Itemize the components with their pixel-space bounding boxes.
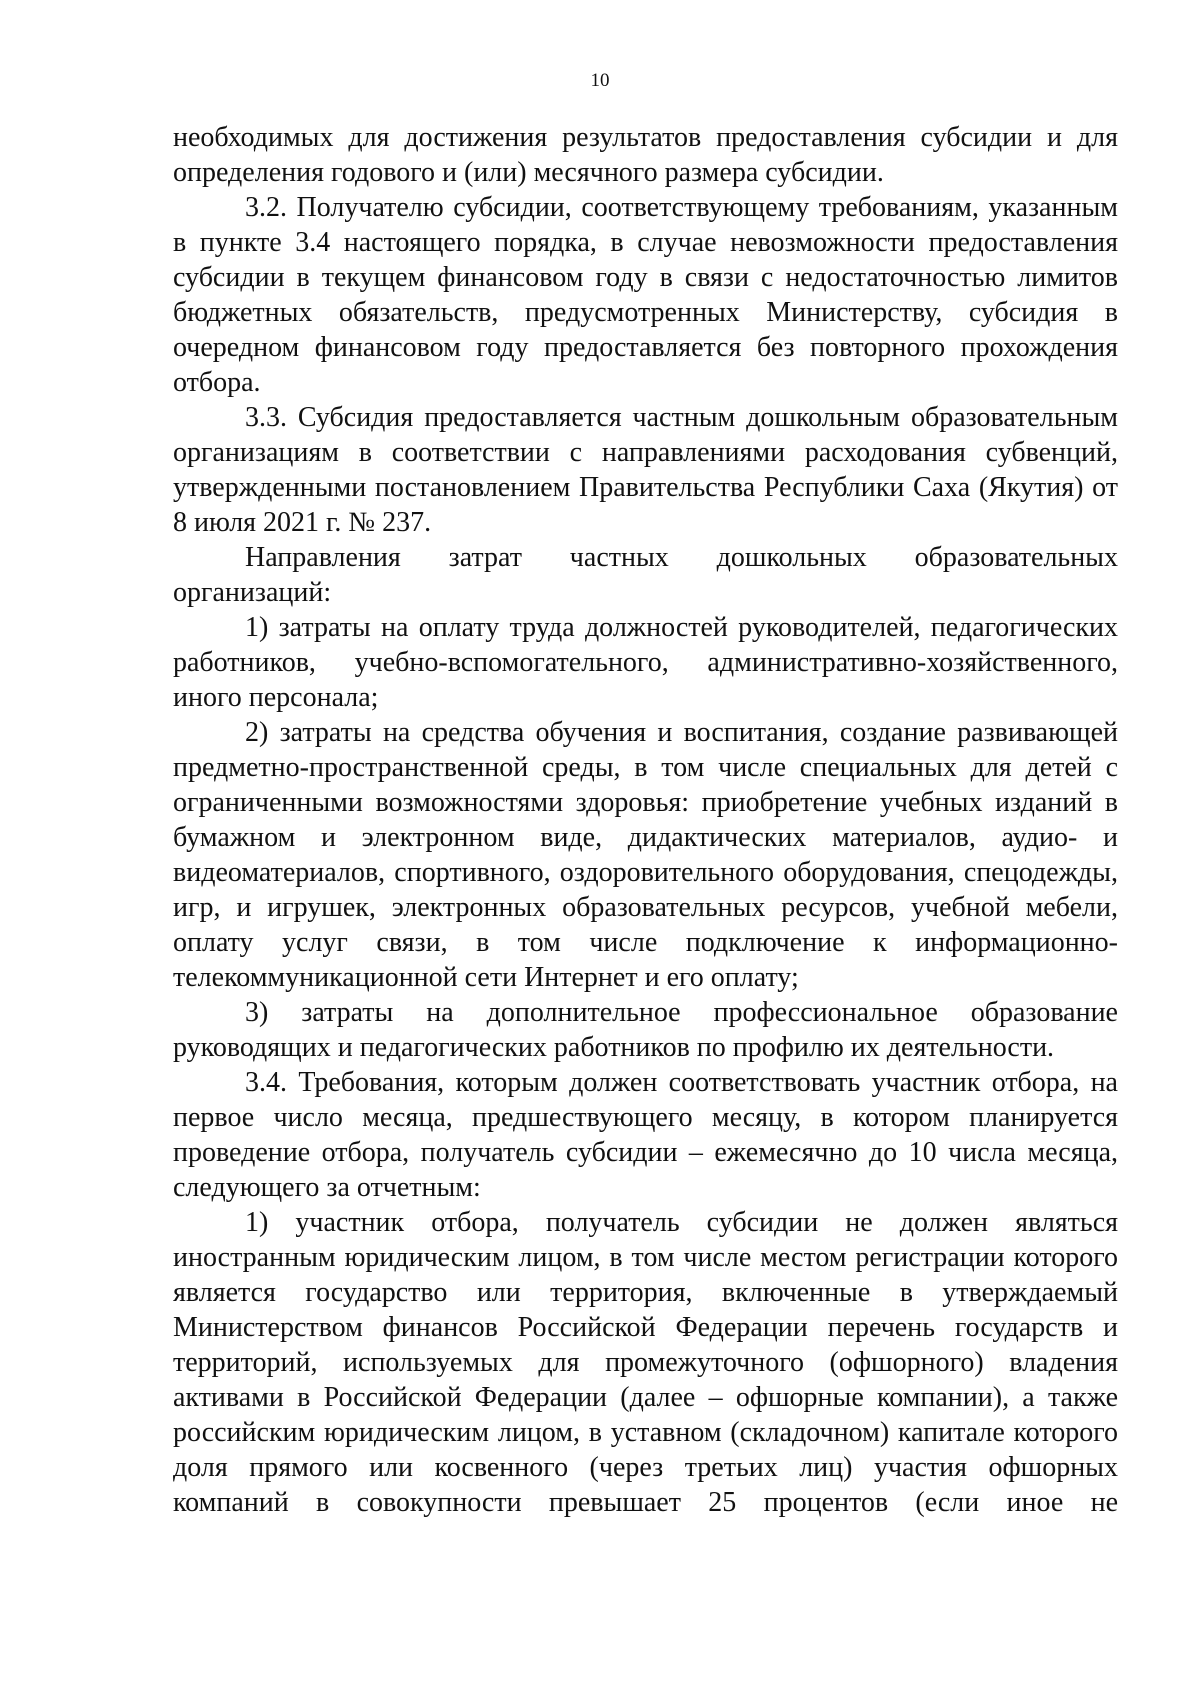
list-item-3-professional-education: 3) затраты на дополнительное профессиональное образование руководящих и педагогических работников по профилю их деятельности. — [173, 997, 1118, 1063]
list-item-1-offshore-requirement: 1) участник отбора, получатель субсидии не должен являться иностранным юридическим лицом, в том числе местом регистрации которого является государство или территория, включенные в утверждаемый Министерством финансов Российской Федерации перечень государств и территорий, используемых для промежуточного (офшорного) владения активами в Российской Федерации (далее – офшорные компании), а также российским юридическим лицом, в уставном (складочном) капитале которого доля прямого или косвенного (через третьих лиц) участия офшорных компаний в совокупности превышает 25 процентов (если иное не — [173, 1207, 1118, 1518]
document-body — [173, 120, 1118, 1520]
paragraph-3-4: 3.4. Требования, которым должен соответствовать участник отбора, на первое число месяца, предшествующего месяцу, в котором планируется проведение отбора, получатель субсидии – ежемесячно до 10 числа месяца, следующего за отчетным: — [173, 1067, 1118, 1203]
paragraph-continuation: необходимых для достижения результатов предоставления субсидии и для определения годового и (или) месячного размера субсидии. — [173, 122, 1118, 188]
paragraph-3-3: 3.3. Субсидия предоставляется частным дошкольным образовательным организациям в соответствии с направлениями расходования субвенций, утвержденными постановлением Правительства Республики Саха (Якутия) от 8 июля 2021 г. № 237. — [173, 402, 1118, 538]
page-number: 10 — [590, 70, 610, 91]
paragraph-3-2: 3.2. Получателю субсидии, соответствующему требованиям, указанным в пункте 3.4 настоящего порядка, в случае невозможности предоставления субсидии в текущем финансовом году в связи с недостаточностью лимитов бюджетных обязательств, предусмотренных Министерству, субсидия в очередном финансовом году предоставляется без повторного прохождения отбора. — [173, 192, 1118, 398]
list-item-2-education-costs: 2) затраты на средства обучения и воспитания, создание развивающей предметно-пространственной среды, в том числе специальных для детей с ограниченными возможностями здоровья: приобретение учебных изданий в бумажном и электронном виде, дидактических материалов, аудио- и видеоматериалов, спортивного, оздоровительного оборудования, спецодежды, игр, и игрушек, электронных образовательных ресурсов, учебной мебели, оплату услуг связи, в том числе подключение к информационно-телекоммуникационной сети Интернет и его оплату; — [173, 717, 1118, 993]
paragraph-expense-directions: Направления затрат частных дошкольных образовательных организаций: — [173, 542, 1118, 608]
list-item-1-labor-costs: 1) затраты на оплату труда должностей руководителей, педагогических работников, учебно-вспомогательного, административно-хозяйственного, иного персонала; — [173, 612, 1118, 713]
